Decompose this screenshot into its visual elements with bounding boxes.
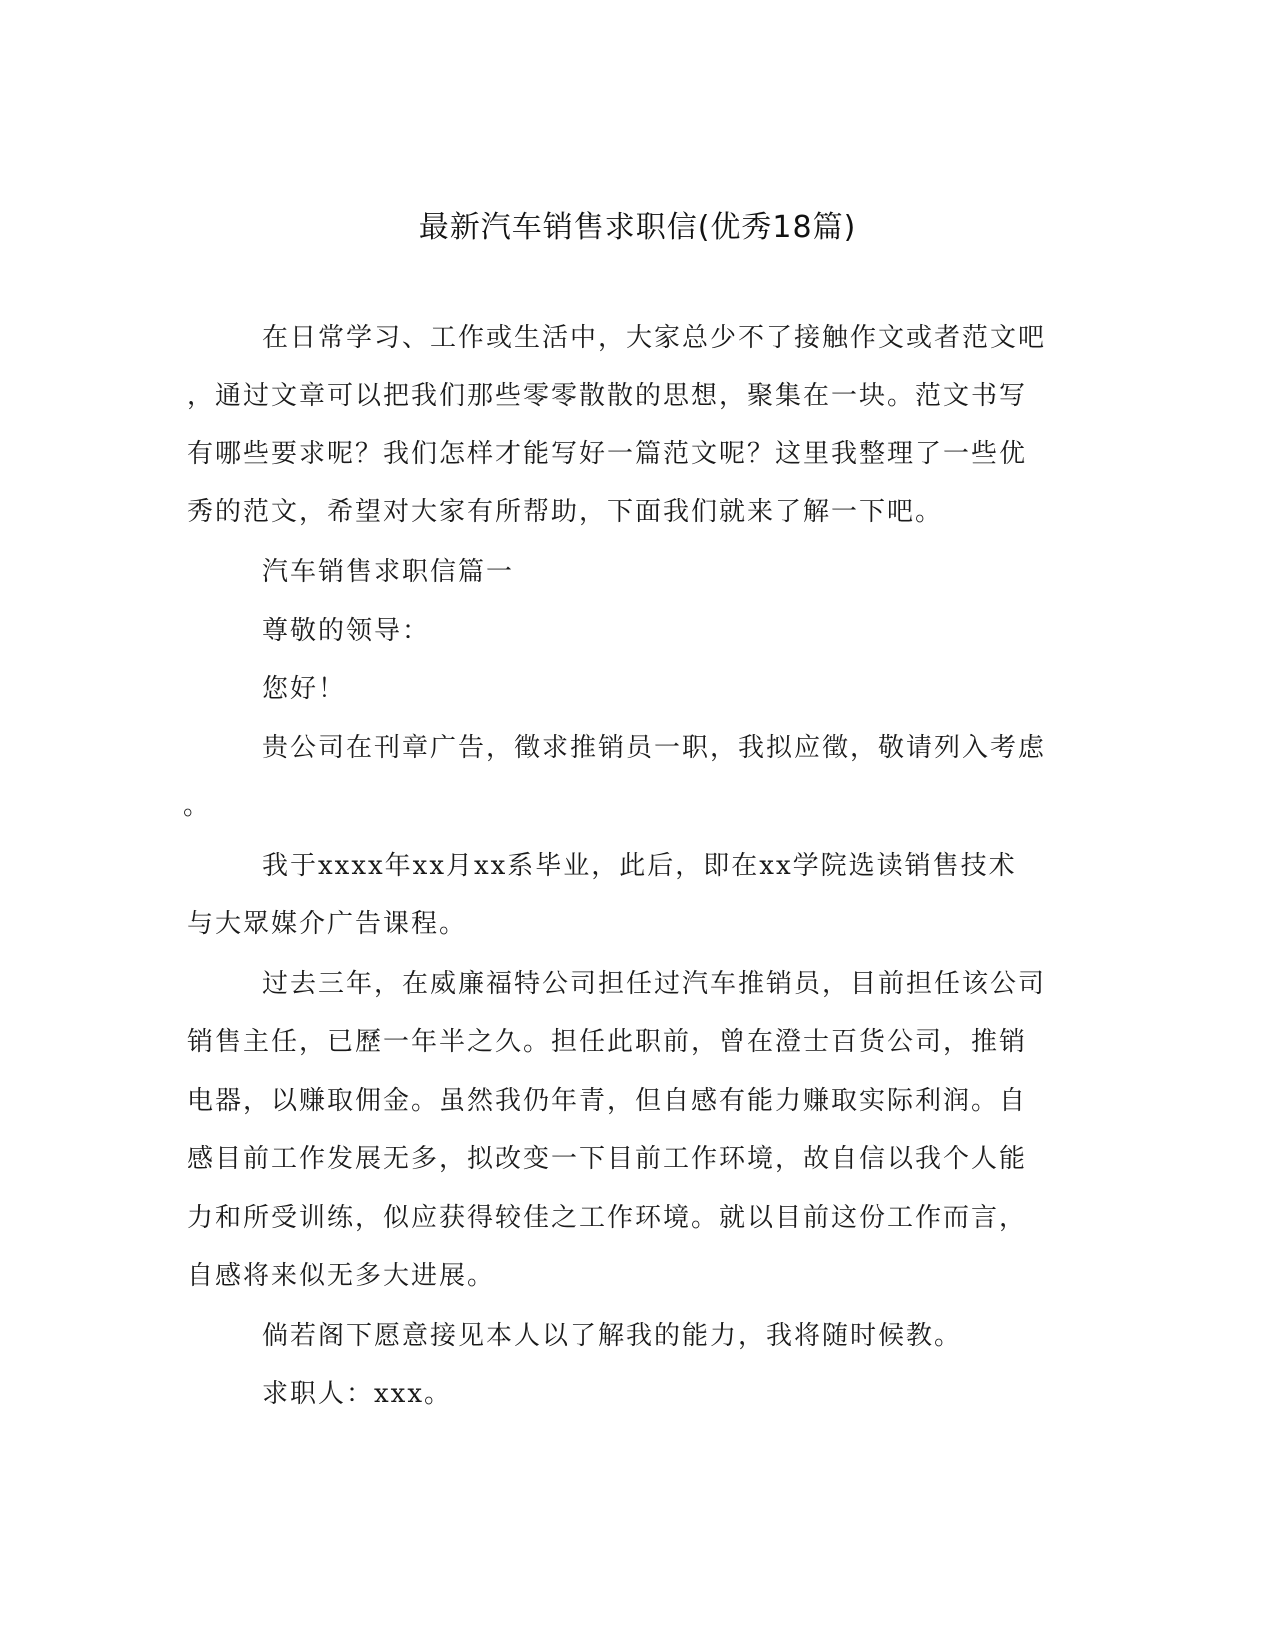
paragraph-line: 与大眾媒介广告课程。 <box>187 909 468 939</box>
paragraph-line: 在日常学习、工作或生活中，大家总少不了接触作文或者范文吧 <box>262 323 1047 353</box>
paragraph-line: 有哪些要求呢？我们怎样才能写好一篇范文呢？这里我整理了一些优 <box>187 439 1028 469</box>
paragraph-line: 秀的范文，希望对大家有所帮助，下面我们就来了解一下吧。 <box>187 497 944 527</box>
paragraph-line: 销售主任，已歷一年半之久。担任此职前，曾在澄士百货公司，推销 <box>187 1027 1028 1057</box>
paragraph-line: 。 <box>183 791 212 821</box>
salutation: 尊敬的领导： <box>262 616 431 646</box>
paragraph-line: 贵公司在刊章广告，徵求推销员一职，我拟应徵，敬请列入考虑 <box>262 733 1047 763</box>
paragraph-line: 力和所受训练，似应获得较佳之工作环境。就以目前这份工作而言， <box>187 1203 1028 1233</box>
paragraph-line: 感目前工作发展无多，拟改变一下目前工作环境，故自信以我个人能 <box>187 1144 1028 1174</box>
signature-line: 求职人：xxx。 <box>262 1379 452 1409</box>
paragraph-line: ，通过文章可以把我们那些零零散散的思想，聚集在一块。范文书写 <box>187 381 1028 411</box>
paragraph-line: 过去三年，在威廉福特公司担任过汽车推销员，目前担任该公司 <box>262 969 1047 999</box>
page-title: 最新汽车销售求职信(优秀18篇) <box>418 210 857 245</box>
paragraph-line: 我于xxxx年xx月xx系毕业，此后，即在xx学院选读销售技术 <box>262 851 1017 881</box>
paragraph-line: 电器，以赚取佣金。虽然我仍年青，但自感有能力赚取实际利润。自 <box>187 1086 1028 1116</box>
paragraph-line: 自感将来似无多大进展。 <box>187 1261 496 1291</box>
greeting: 您好！ <box>262 674 347 704</box>
section-heading: 汽车销售求职信篇一 <box>262 557 515 587</box>
paragraph-line: 倘若阁下愿意接见本人以了解我的能力，我将随时候教。 <box>262 1321 963 1351</box>
